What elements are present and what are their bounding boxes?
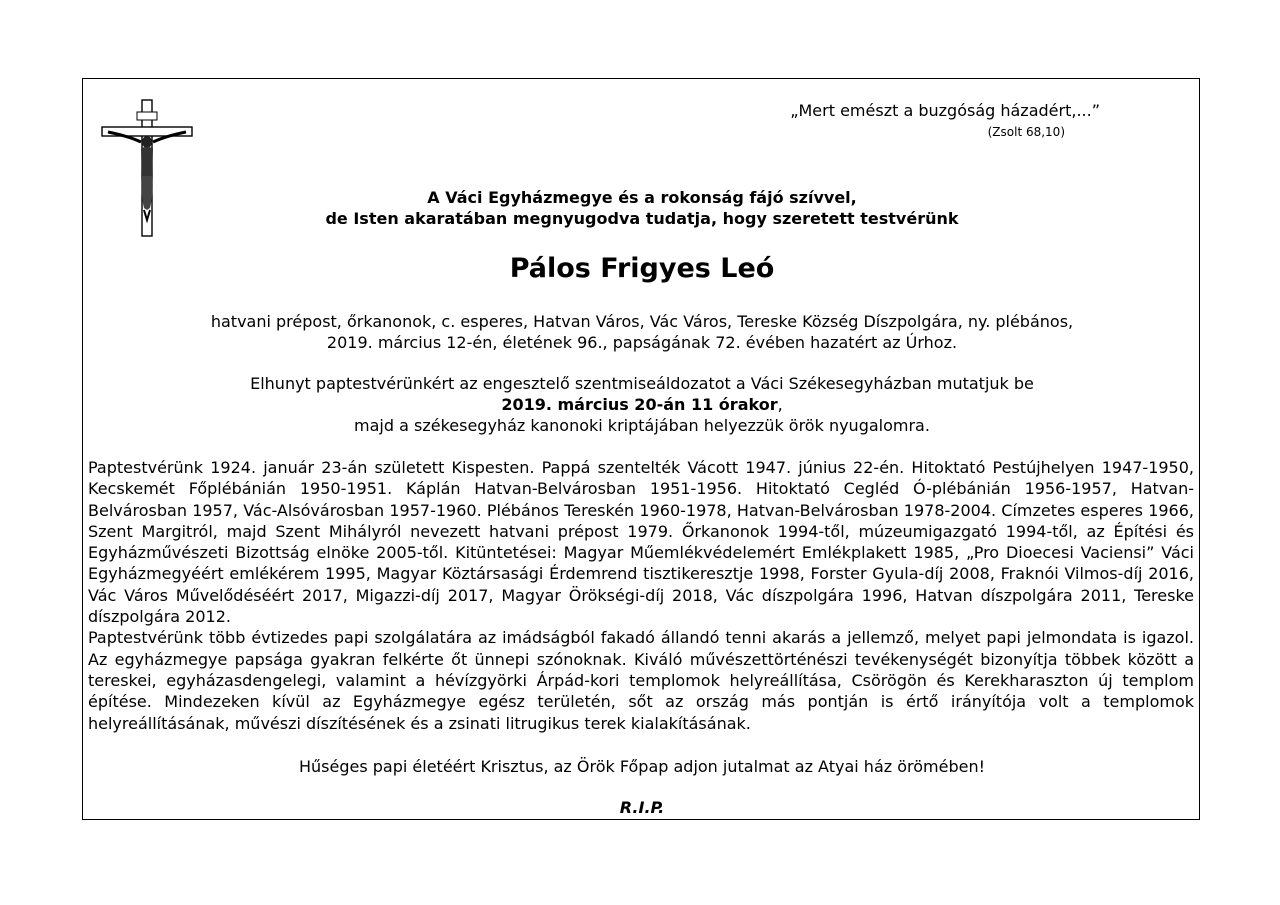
- titles-line-2: 2019. március 12-én, életének 96., papságának 72. évében hazatért az Úrhoz.: [326, 333, 958, 352]
- mass-line-1: Elhunyt paptestvérünkért az engesztelő szentmiseáldozatot a Váci Székesegyházban mutatjuk be: [250, 374, 1034, 393]
- titles-line-1: hatvani prépost, őrkanonok, c. esperes, Hatvan Város, Vác Város, Tereske Község Díszpolgára, ny. plébános,: [210, 312, 1074, 331]
- mass-date-time: 2019. március 20-án 11 órakor: [501, 395, 778, 414]
- biography: [88, 457, 1194, 734]
- mass-date-suffix: ,: [777, 395, 783, 414]
- deceased-name: Pálos Frigyes Leó: [509, 253, 775, 284]
- intro-line-2: de Isten akaratában megnyugodva tudatja, hogy szeretett testvérünk: [325, 209, 959, 228]
- rip-signature: R.I.P.: [619, 798, 665, 817]
- funeral-mass-block: [88, 373, 1196, 436]
- mass-date-line: [88, 394, 1196, 415]
- titles-block: [88, 311, 1196, 353]
- announcement-intro: [88, 187, 1196, 229]
- intro-line-1: A Váci Egyházmegye és a rokonság fájó szívvel,: [427, 188, 857, 207]
- scripture-quote: „Mert emészt a buzgóság házadért,...”: [790, 101, 1100, 120]
- scripture-reference: (Zsolt 68,10): [987, 125, 1065, 139]
- mass-line-3: majd a székesegyház kanonoki kriptájában helyezzük örök nyugalomra.: [354, 416, 930, 435]
- biography-paragraph-2: Paptestvérünk több évtizedes papi szolgálatára az imádságból fakadó állandó tenni akarás a jellemző, melyet papi jelmondata is igazol. Az egyházmegye papsága gyakran felkérte őt ünnepi szónoknak. Kiváló művészettörténészi tevékenységét bizonyítja többek között a tereskei, egyházasdengelegi, valamint a hévízgyörki Árpád-kori templomok helyreállítása, Csörögön és Kerekharaszton új templom építése. Mindezeken kívül az Egyházmegye egész területén, sőt az ország más pontján is értő irányítója volt a templomok helyreállításának, művészi díszítésének és a zsinati litrugikus terek kialakításának.: [88, 628, 1194, 733]
- closing-blessing: Hűséges papi életéért Krisztus, az Örök Főpap adjon jutalmat az Atyai ház örömében!: [298, 757, 986, 776]
- biography-paragraph-1: Paptestvérünk 1924. január 23-án született Kispesten. Pappá szentelték Vácott 1947. június 22-én. Hitoktató Pestújhelyen 1947-1950, Kecskemét Főplébánián 1950-1951. Káplán Hatvan-Belvárosban 1951-1956. Hitoktató Cegléd Ó-plébánián 1956-1957, Hatvan-Belvárosban 1957, Vác-Alsóvárosban 1957-1960. Plébános Tereskén 1960-1978, Hatvan-Belvárosban 1978-2004. Címzetes esperes 1966, Szent Margitról, majd Szent Mihályról nevezett hatvani prépost 1979. Őrkanonok 1994-től, múzeumigazgató 1994-től, az Építési és Egyházművészeti Bizottság elnöke 2005-től. Kitüntetései: Magyar Műemlékvédelemért Emlékplakett 1985, „Pro Dioecesi Vaciensi” Váci Egyházmegyéért emlékérem 1995, Magyar Köztársasági Érdemrend tisztikeresztje 1998, Forster Gyula-díj 2008, Fraknói Vilmos-díj 2016, Vác Város Művelődéséért 2017, Migazzi-díj 2017, Magyar Örökségi-díj 2018, Vác díszpolgára 1996, Hatvan díszpolgára 2011, Tereske díszpolgára 2012.: [88, 458, 1194, 627]
